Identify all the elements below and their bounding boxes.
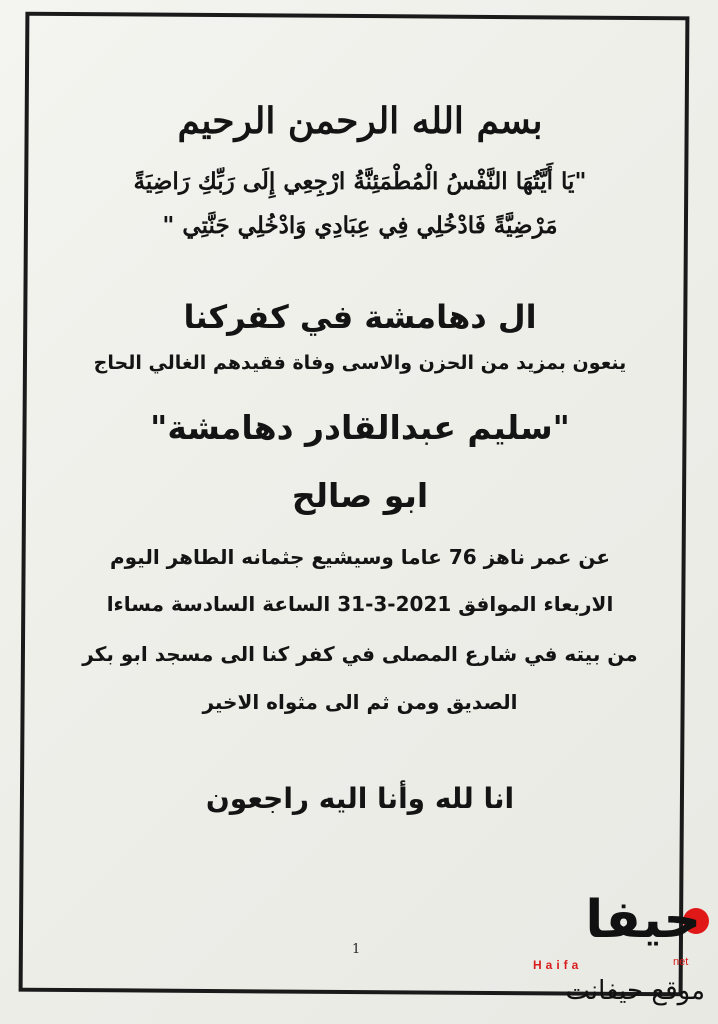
- haifanet-watermark-logo: [525, 890, 715, 1020]
- logo-arabic-wordmark: حيفا: [585, 890, 701, 950]
- page-number: 1: [352, 942, 361, 957]
- closing-phrase: انا لله وأنا اليه راجعون: [205, 782, 515, 815]
- logo-net-suffix: net: [673, 956, 689, 968]
- quran-verse-line-2: مَرْضِيَّةً فَادْخُلِي فِي عِبَادِي وَادْخُلِي جَنَّتِي ": [162, 212, 558, 239]
- deceased-nickname: ابو صالح: [291, 476, 429, 515]
- basmala-heading: بسم الله الرحمن الرحيم: [177, 100, 543, 142]
- mourning-announcement: ينعون بمزيد من الحزن والاسى وفاة فقيدهم الغالي الحاج: [93, 352, 627, 374]
- funeral-detail-line-3: من بيته في شارع المصلى في كفر كنا الى مسجد ابو بكر: [82, 642, 638, 666]
- logo-subtitle: موقع حيفانت: [565, 976, 705, 1006]
- quran-verse-line-1: "يَا أَيَّتُهَا النَّفْسُ الْمُطْمَئِنَّةُ ارْجِعِي إِلَى رَبِّكِ رَاضِيَةً: [133, 168, 587, 195]
- funeral-detail-line-1: عن عمر ناهز 76 عاما وسيشيع جثمانه الطاهر اليوم: [109, 545, 611, 569]
- funeral-detail-line-4: الصديق ومن ثم الى مثواه الاخير: [202, 690, 518, 714]
- funeral-detail-line-2: الاربعاء الموافق 2021-3-31 الساعة السادسة مساءا: [106, 592, 614, 616]
- logo-english-wordmark: Haifa: [533, 958, 583, 972]
- deceased-name: "سليم عبدالقادر دهامشة": [150, 408, 570, 447]
- family-name-heading: ال دهامشة في كفركنا: [183, 298, 537, 336]
